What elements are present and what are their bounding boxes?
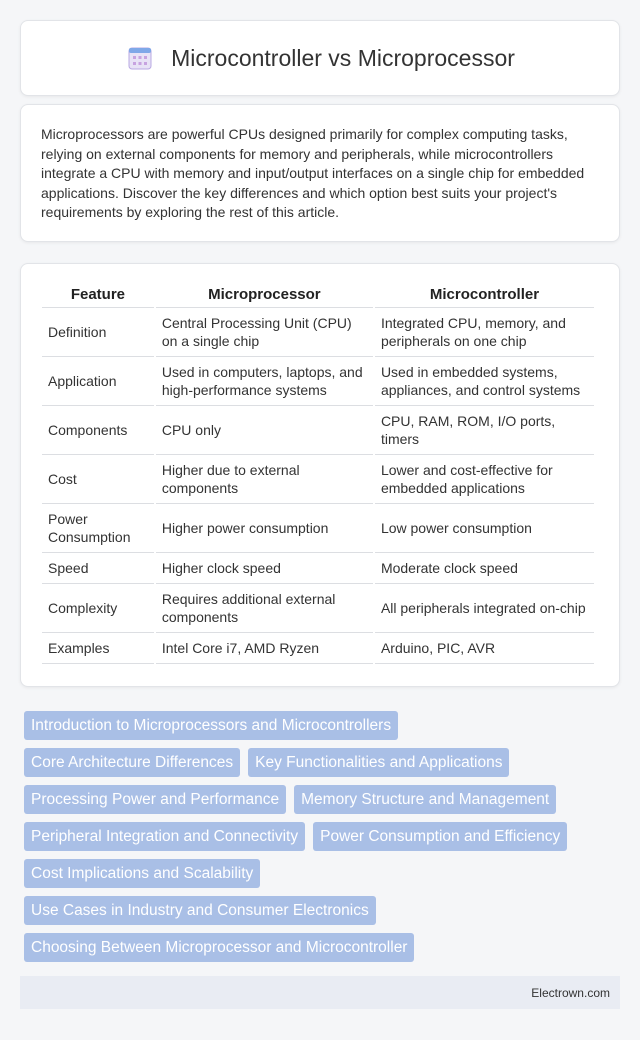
table-cell: All peripherals integrated on-chip: [375, 584, 594, 633]
comparison-table: [40, 282, 596, 664]
intro-text: Microprocessors are powerful CPUs designed primarily for complex computing tasks, relying on external components for memory and peripherals, while microcontrollers integrate a CPU with memory and input/output interfaces on a single chip for embedded applications. Discover the key differences and which option best suits your project's requirements by exploring the rest of this article.: [41, 126, 585, 220]
topic-links: [24, 711, 604, 970]
topic-link[interactable]: Cost Implications and Scalability: [24, 859, 260, 888]
table-cell: CPU, RAM, ROM, I/O ports, timers: [375, 406, 594, 455]
topic-row: [24, 896, 604, 925]
page-title: Microcontroller vs Microprocessor: [171, 44, 515, 71]
topic-row: [24, 933, 604, 962]
intro-card: [20, 104, 620, 242]
table-cell: Moderate clock speed: [375, 553, 594, 584]
table-cell: Power Consumption: [42, 504, 154, 553]
table-cell: Application: [42, 357, 154, 406]
table-row: [42, 553, 594, 584]
comparison-table-card: [20, 263, 620, 687]
footer: [20, 976, 620, 1009]
footer-site-name: Electrown.com: [531, 985, 610, 1000]
column-header: Microprocessor: [156, 282, 373, 308]
topic-link[interactable]: Choosing Between Microprocessor and Microcontroller: [24, 933, 414, 962]
table-cell: Central Processing Unit (CPU) on a single chip: [156, 308, 373, 357]
table-cell: Examples: [42, 633, 154, 664]
table-row: [42, 308, 594, 357]
table-row: [42, 584, 594, 633]
table-cell: Higher clock speed: [156, 553, 373, 584]
table-cell: Higher due to external components: [156, 455, 373, 504]
table-cell: Cost: [42, 455, 154, 504]
topic-link[interactable]: Key Functionalities and Applications: [248, 748, 509, 777]
topic-link[interactable]: Peripheral Integration and Connectivity: [24, 822, 305, 851]
table-cell: Components: [42, 406, 154, 455]
table-cell: Used in computers, laptops, and high-performance systems: [156, 357, 373, 406]
header-card: [20, 20, 620, 96]
topic-row: [24, 822, 604, 851]
topic-link[interactable]: Power Consumption and Efficiency: [313, 822, 567, 851]
calendar-grid-icon: [125, 43, 155, 73]
topic-link[interactable]: Processing Power and Performance: [24, 785, 286, 814]
topic-link[interactable]: Core Architecture Differences: [24, 748, 240, 777]
topic-row: [24, 785, 604, 814]
table-row: [42, 357, 594, 406]
table-cell: Used in embedded systems, appliances, and control systems: [375, 357, 594, 406]
table-cell: Requires additional external components: [156, 584, 373, 633]
topic-row: [24, 748, 604, 777]
table-row: [42, 633, 594, 664]
table-row: [42, 406, 594, 455]
table-cell: Speed: [42, 553, 154, 584]
table-cell: Definition: [42, 308, 154, 357]
table-cell: CPU only: [156, 406, 373, 455]
column-header: Microcontroller: [375, 282, 594, 308]
table-cell: Complexity: [42, 584, 154, 633]
table-cell: Arduino, PIC, AVR: [375, 633, 594, 664]
table-cell: Integrated CPU, memory, and peripherals on one chip: [375, 308, 594, 357]
table-row: [42, 455, 594, 504]
table-cell: Low power consumption: [375, 504, 594, 553]
table-header-row: [42, 282, 594, 308]
table-cell: Higher power consumption: [156, 504, 373, 553]
topic-row: [24, 711, 604, 740]
topic-link[interactable]: Use Cases in Industry and Consumer Electronics: [24, 896, 376, 925]
topic-link[interactable]: Introduction to Microprocessors and Microcontrollers: [24, 711, 398, 740]
table-cell: Lower and cost-effective for embedded applications: [375, 455, 594, 504]
table-cell: Intel Core i7, AMD Ryzen: [156, 633, 373, 664]
table-row: [42, 504, 594, 553]
topic-link[interactable]: Memory Structure and Management: [294, 785, 556, 814]
column-header: Feature: [42, 282, 154, 308]
topic-row: [24, 859, 604, 888]
